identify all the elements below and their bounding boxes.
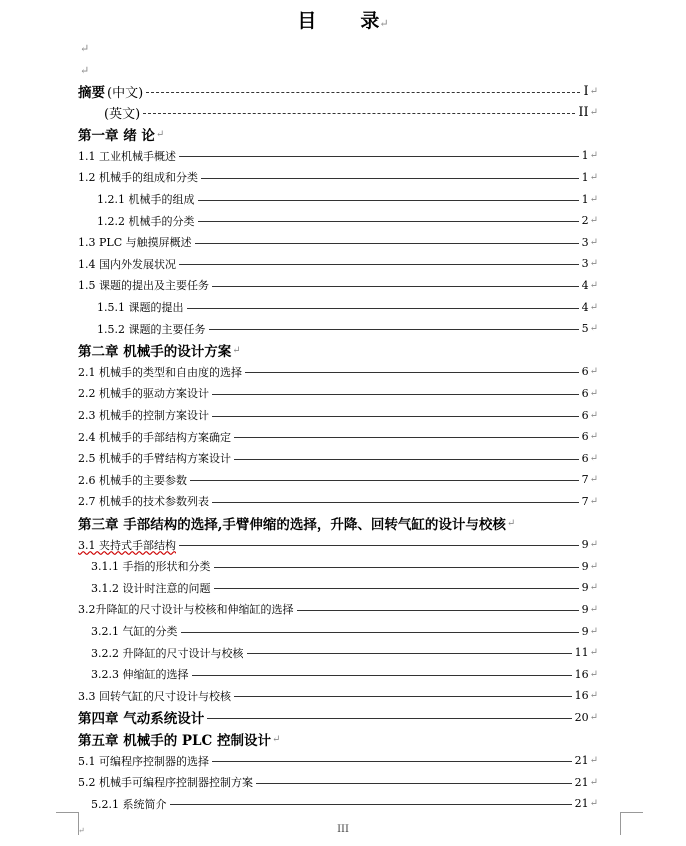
toc-entry-text: 1.5.2 课题的主要任务 bbox=[97, 322, 206, 336]
toc-leader-line bbox=[297, 610, 579, 611]
paragraph-mark: ↵ bbox=[589, 366, 598, 378]
toc-page-number: II bbox=[578, 105, 589, 121]
toc-page-number: 16 bbox=[574, 689, 589, 703]
toc-page-number: 9 bbox=[581, 602, 589, 616]
toc-leader-line bbox=[179, 156, 579, 157]
toc-entry[interactable] bbox=[78, 254, 598, 274]
toc-leader-line bbox=[143, 113, 575, 114]
toc-entry[interactable] bbox=[78, 491, 598, 511]
paragraph-mark: ↵ bbox=[589, 323, 598, 335]
toc-page-number: 4 bbox=[581, 278, 589, 292]
toc-page-number: 6 bbox=[581, 365, 589, 379]
paragraph-mark: ↵ bbox=[589, 387, 598, 399]
toc-page-number: 20 bbox=[574, 710, 589, 724]
toc-page-number: 7 bbox=[581, 494, 589, 508]
toc-entry[interactable] bbox=[97, 297, 598, 317]
toc-entry[interactable] bbox=[78, 81, 598, 101]
paragraph-mark: ↵ bbox=[589, 258, 598, 270]
toc-page-number: 9 bbox=[581, 624, 589, 638]
blank-paragraph-mark: ↵ bbox=[80, 42, 90, 55]
toc-entry[interactable] bbox=[78, 146, 598, 166]
toc-page-number: 21 bbox=[574, 754, 589, 768]
toc-entry-text: 3.1.1 手指的形状和分类 bbox=[91, 560, 211, 574]
toc-leader-line bbox=[192, 675, 572, 676]
paragraph-mark: ↵ bbox=[589, 755, 598, 767]
toc-leader-line bbox=[170, 804, 572, 805]
toc-page-number: 6 bbox=[581, 408, 589, 422]
toc-page-number: 9 bbox=[581, 581, 589, 595]
toc-entry[interactable] bbox=[91, 794, 598, 814]
toc-entry-text: 3.1 夹持式手部结构 bbox=[78, 538, 176, 552]
paragraph-mark: ↵ bbox=[589, 582, 598, 594]
toc-entry-text: 3.2.3 伸缩缸的选择 bbox=[91, 668, 189, 682]
toc-page-number: 9 bbox=[581, 538, 589, 552]
toc-entry[interactable] bbox=[78, 405, 598, 425]
paragraph-mark: ↵ bbox=[589, 495, 598, 507]
toc-leader-line bbox=[198, 221, 579, 222]
toc-title-left: 目 bbox=[297, 10, 317, 32]
toc-title bbox=[0, 6, 686, 33]
toc-entry[interactable] bbox=[78, 599, 598, 619]
paragraph-mark: ↵ bbox=[589, 776, 598, 788]
toc-page-number: 6 bbox=[581, 430, 589, 444]
toc-entry-text: 2.3 机械手的控制方案设计 bbox=[78, 409, 209, 422]
toc-entry[interactable] bbox=[91, 664, 598, 684]
toc-entry-text: 2.5 机械手的手臂结构方案设计 bbox=[78, 452, 231, 466]
toc-leader-line bbox=[214, 567, 579, 568]
toc-chapter-entry[interactable] bbox=[78, 513, 598, 533]
toc-entry-suffix: (中文) bbox=[107, 85, 144, 101]
toc-page-number: 6 bbox=[581, 386, 589, 400]
paragraph-mark: ↵ bbox=[589, 85, 598, 97]
toc-leader-line bbox=[234, 437, 579, 438]
toc-entry[interactable] bbox=[91, 643, 598, 663]
paragraph-mark: ↵ bbox=[232, 344, 241, 356]
toc-page-number: 16 bbox=[574, 667, 589, 681]
toc-entry-text: (英文) bbox=[104, 107, 141, 123]
toc-leader-line bbox=[209, 329, 579, 330]
toc-entry-text: 2.1 机械手的类型和自由度的选择 bbox=[78, 365, 242, 379]
toc-entry-text: 第五章 机械手的 PLC 控制设计 bbox=[78, 733, 271, 749]
toc-leader-line bbox=[214, 588, 579, 589]
toc-entry-text: 1.1 工业机械手概述 bbox=[78, 149, 176, 163]
paragraph-mark: ↵ bbox=[589, 711, 598, 723]
paragraph-mark: ↵ bbox=[589, 668, 598, 680]
paragraph-mark: ↵ bbox=[589, 798, 598, 810]
toc-entry-text: 2.4 机械手的手部结构方案确定 bbox=[78, 430, 231, 444]
toc-entry-text: 3.2.2 升降缸的尺寸设计与校核 bbox=[91, 646, 244, 660]
toc-page-number: I bbox=[583, 83, 589, 99]
toc-entry-text: 5.2 机械手可编程序控制器控制方案 bbox=[78, 776, 253, 790]
toc-leader-line bbox=[179, 264, 579, 265]
paragraph-mark: ↵ bbox=[589, 474, 598, 486]
toc-entry[interactable] bbox=[78, 535, 598, 555]
blank-paragraph-mark: ↵ bbox=[80, 64, 90, 77]
toc-entry[interactable] bbox=[78, 383, 598, 403]
toc-leader-line bbox=[146, 92, 580, 93]
toc-leader-line bbox=[212, 502, 579, 503]
toc-entry-text: 2.7 机械手的技术参数列表 bbox=[78, 495, 209, 509]
toc-entry-text: 第二章 机械手的设计方案 bbox=[78, 344, 232, 361]
toc-leader-line bbox=[190, 480, 579, 481]
toc-entry[interactable] bbox=[78, 686, 598, 706]
toc-entry-text: 1.5.1 课题的提出 bbox=[97, 301, 184, 314]
toc-entry[interactable] bbox=[78, 448, 598, 468]
toc-entry-text: 2.2 机械手的驱动方案设计 bbox=[78, 387, 209, 401]
toc-entry-text: 第三章 手部结构的选择,手臂伸缩的选择，升降、回转气缸的设计与校核 bbox=[78, 517, 506, 533]
toc-leader-line bbox=[187, 308, 579, 309]
paragraph-mark: ↵ bbox=[589, 539, 598, 551]
toc-page-number: 4 bbox=[581, 300, 589, 314]
toc-chapter-entry[interactable] bbox=[78, 124, 598, 144]
toc-leader-line bbox=[212, 286, 579, 287]
toc-entry-text: 3.2升降缸的尺寸设计与校核和伸缩缸的选择 bbox=[78, 603, 294, 617]
toc-entry-text: 1.4 国内外发展状况 bbox=[78, 257, 176, 271]
toc-entry-text: 1.2.2 机械手的分类 bbox=[97, 214, 195, 228]
toc-entry-text: 5.2.1 系统简介 bbox=[91, 797, 167, 811]
toc-page-number: 7 bbox=[581, 473, 589, 487]
toc-chapter-entry[interactable] bbox=[78, 340, 598, 360]
toc-leader-line bbox=[179, 545, 579, 546]
toc-page-number: 2 bbox=[581, 214, 589, 228]
toc-title-right: 录 bbox=[360, 10, 380, 32]
toc-leader-line bbox=[212, 416, 579, 417]
toc-entry[interactable] bbox=[78, 772, 598, 792]
paragraph-mark: ↵ bbox=[272, 733, 281, 745]
toc-entry[interactable] bbox=[78, 232, 598, 252]
paragraph-mark: ↵ bbox=[589, 431, 598, 443]
paragraph-mark: ↵ bbox=[589, 603, 598, 615]
paragraph-mark: ↵ bbox=[589, 452, 598, 464]
toc-leader-line bbox=[195, 243, 579, 244]
toc-entry-text: 2.6 机械手的主要参数 bbox=[78, 473, 187, 487]
toc-page-number: 21 bbox=[574, 775, 589, 789]
paragraph-mark: ↵ bbox=[589, 690, 598, 702]
toc-page-number: 9 bbox=[581, 559, 589, 573]
toc-entry-text: 第一章 绪 论 bbox=[78, 128, 155, 145]
toc-chapter-entry[interactable] bbox=[78, 729, 598, 749]
toc-leader-line bbox=[234, 696, 572, 697]
toc-page-number: 5 bbox=[581, 322, 589, 336]
toc-leader-line bbox=[245, 372, 579, 373]
toc-page-number: 6 bbox=[581, 451, 589, 465]
paragraph-mark: ↵ bbox=[589, 625, 598, 637]
toc-entry-text: 3.1.2 设计时注意的问题 bbox=[91, 581, 211, 595]
toc-entry[interactable] bbox=[91, 556, 598, 576]
paragraph-mark: ↵ bbox=[155, 128, 165, 140]
toc-page-number: 11 bbox=[574, 646, 589, 660]
toc-entry[interactable] bbox=[78, 362, 598, 382]
toc-entry[interactable] bbox=[91, 621, 598, 641]
paragraph-mark: ↵ bbox=[589, 236, 598, 248]
paragraph-mark: ↵ bbox=[589, 301, 598, 313]
toc-entry[interactable] bbox=[91, 578, 598, 598]
toc-entry-text: 1.5 课题的提出及主要任务 bbox=[78, 279, 209, 293]
toc-leader-line bbox=[201, 178, 579, 179]
toc-page-number: 1 bbox=[581, 149, 589, 163]
paragraph-mark: ↵ bbox=[589, 107, 598, 119]
toc-page-number: 3 bbox=[581, 257, 589, 271]
toc-leader-line bbox=[181, 632, 579, 633]
toc-entry-text: 第四章 气动系统设计 bbox=[78, 711, 205, 728]
footer-paragraph-mark: ↵ bbox=[78, 826, 85, 835]
paragraph-mark: ↵ bbox=[589, 150, 598, 162]
paragraph-mark: ↵ bbox=[379, 17, 389, 30]
paragraph-mark: ↵ bbox=[589, 215, 598, 227]
toc-page-number: 21 bbox=[574, 797, 589, 811]
toc-entry[interactable] bbox=[78, 470, 598, 490]
toc-entry[interactable] bbox=[78, 427, 598, 447]
toc-entry[interactable] bbox=[104, 103, 598, 123]
toc-entry[interactable] bbox=[97, 319, 598, 339]
toc-leader-line bbox=[247, 653, 572, 654]
toc-chapter-entry[interactable] bbox=[78, 707, 598, 727]
toc-entry-text: 5.1 可编程序控制器的选择 bbox=[78, 754, 209, 768]
paragraph-mark: ↵ bbox=[589, 647, 598, 659]
toc-entry-text: 3.2.1 气缸的分类 bbox=[91, 625, 178, 638]
toc-entry-text: 1.2.1 机械手的组成 bbox=[97, 193, 195, 206]
toc-leader-line bbox=[207, 718, 571, 719]
toc-entry[interactable] bbox=[78, 751, 598, 771]
toc-entry-text: 3.3 回转气缸的尺寸设计与校核 bbox=[78, 689, 231, 703]
paragraph-mark: ↵ bbox=[589, 279, 598, 291]
paragraph-mark: ↵ bbox=[589, 409, 598, 421]
page-number: III bbox=[337, 824, 349, 835]
toc-entry[interactable] bbox=[97, 211, 598, 231]
toc-entry-text: 1.3 PLC 与触摸屏概述 bbox=[78, 236, 192, 250]
toc-entry-text: 摘要 bbox=[78, 85, 105, 101]
paragraph-mark: ↵ bbox=[506, 517, 516, 529]
toc-entry[interactable] bbox=[78, 275, 598, 295]
toc-leader-line bbox=[212, 761, 572, 762]
paragraph-mark: ↵ bbox=[589, 171, 598, 183]
toc-leader-line bbox=[234, 459, 579, 460]
toc-leader-line bbox=[256, 783, 572, 784]
toc-entry[interactable] bbox=[97, 189, 598, 209]
paragraph-mark: ↵ bbox=[589, 560, 598, 572]
toc-entry[interactable] bbox=[78, 167, 598, 187]
toc-page-number: 1 bbox=[581, 192, 589, 206]
toc-leader-line bbox=[198, 200, 579, 201]
toc-page-number: 3 bbox=[581, 235, 589, 249]
paragraph-mark: ↵ bbox=[589, 193, 598, 205]
toc-page-number: 1 bbox=[581, 170, 589, 184]
toc-leader-line bbox=[212, 394, 579, 395]
toc-entry-text: 1.2 机械手的组成和分类 bbox=[78, 171, 198, 185]
